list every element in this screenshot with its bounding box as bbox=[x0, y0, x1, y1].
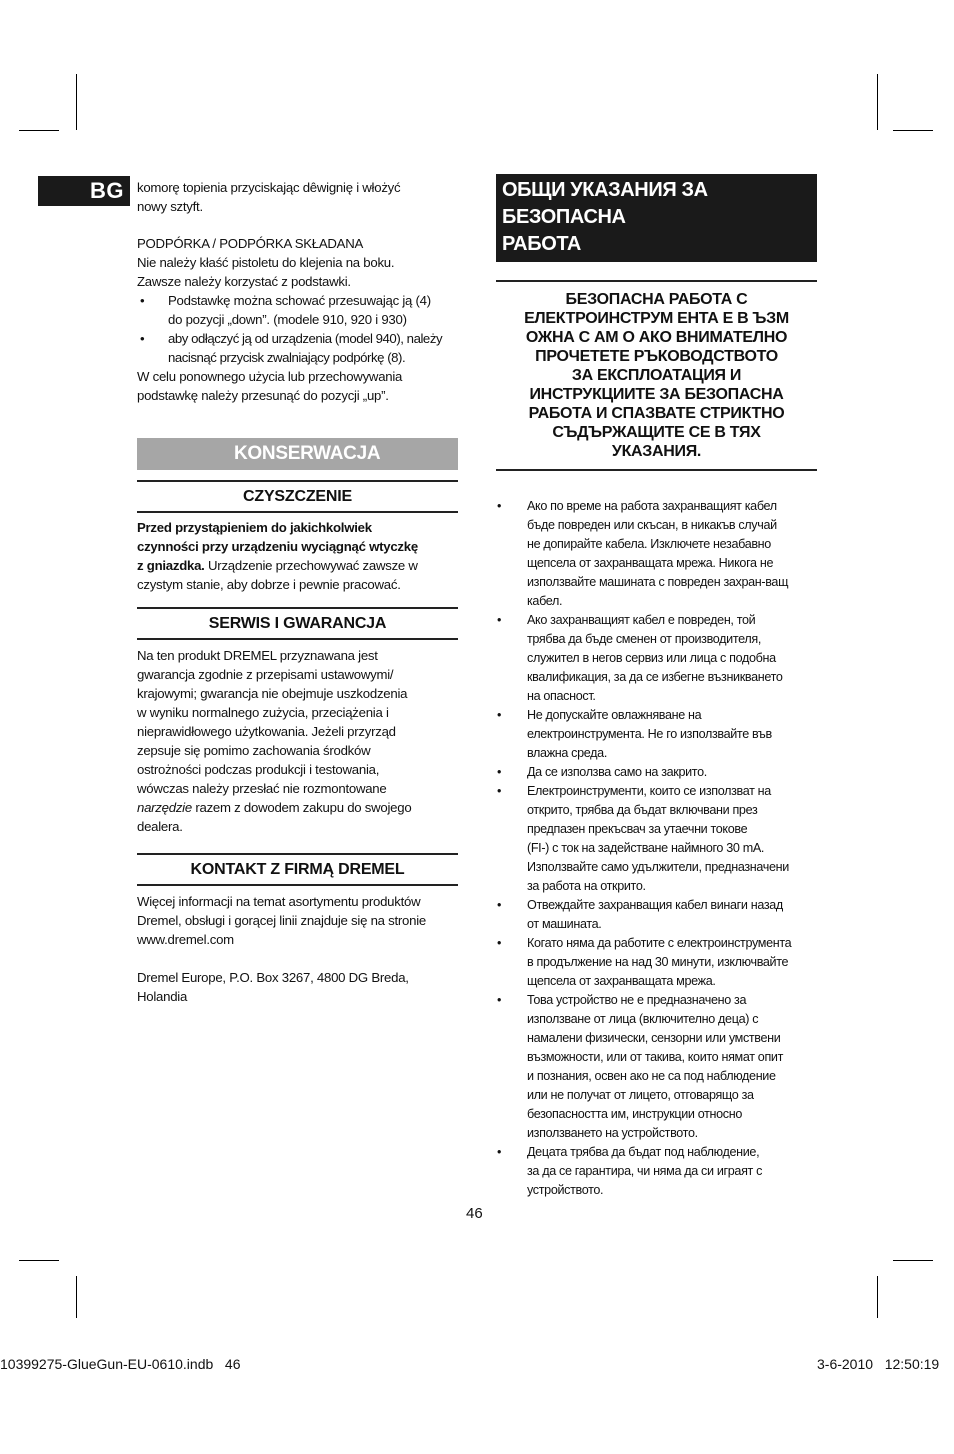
crop-mark bbox=[877, 74, 878, 130]
list-item-line: (FI-) с ток на задействане наймного 30 mA. bbox=[527, 841, 765, 855]
bullet-marker: • bbox=[497, 993, 502, 1007]
list-item: • aby odłączyć ją od urządzenia (model 940), należy nacisnąć przycisk zwalniający podpórkę (8). bbox=[140, 331, 443, 365]
crop-mark bbox=[893, 1260, 933, 1261]
safety-warning: БЕЗОПАСНА РАБОТА С ЕЛЕКТРОИНСТРУМ ЕНТА Е В ЪЗМ ОЖНА С АМ О АКО ВНИМАТЕЛНО ПРОЧЕТЕТЕ РЪКОВОДСТВОТО ЗА ЕКСПЛОАТАЦИЯ И ИНСТРУКЦИИТЕ ЗА БЕЗОПАСНА РАБОТА И СПАЗВАТЕ СТРИКТНО СЪДЪРЖАЩИТЕ СЕ В ТЯХ УКАЗАНИЯ. bbox=[496, 280, 817, 471]
list-item-line: устройството. bbox=[527, 1183, 604, 1197]
list-item-line: за да се гарантира, чи няма да си играят с bbox=[527, 1164, 763, 1178]
crop-mark bbox=[76, 1276, 77, 1318]
list-item bbox=[496, 706, 817, 763]
list-item bbox=[496, 934, 817, 991]
cleaning-text: Przed przystąpieniem do jakichkolwiek czynności przy urządzeniu wyciągnąć wtyczkę z gniazdka. Urządzenie przechowywać zawsze w czystym stanie, aby dobrze i pewnie pracować. bbox=[137, 520, 418, 592]
list-item bbox=[496, 782, 817, 896]
list-item-line: служител в негов сервиз или лица с подобна bbox=[527, 651, 776, 665]
list-item-line: и познания, освен ако не са под наблюдение bbox=[527, 1069, 776, 1083]
list-item-line: използването на устройството. bbox=[527, 1126, 698, 1140]
language-code: BG bbox=[90, 178, 124, 203]
list-item-line: Децата трябва да бъдат под наблюдение, bbox=[527, 1145, 760, 1159]
list-item-line: предпазен прекъсвач за утаечни токове bbox=[527, 822, 748, 836]
list-item-line: трябва да бъде сменен от производителя, bbox=[527, 632, 761, 646]
service-title: SERWIS I GWARANCJA bbox=[137, 607, 458, 640]
bullet-marker: • bbox=[497, 499, 502, 513]
list-item-line: влажна среда. bbox=[527, 746, 607, 760]
list-item-line: квалификация, за да се избегне възникването bbox=[527, 670, 783, 684]
cleaning-title: CZYSZCZENIE bbox=[137, 480, 458, 513]
crop-mark bbox=[893, 130, 933, 131]
list-item-line: намалени физически, сензорни или умствени bbox=[527, 1031, 781, 1045]
crop-mark bbox=[877, 1276, 878, 1318]
list-item-line: Ако захранващият кабел е повреден, той bbox=[527, 613, 756, 627]
stand-text: Nie należy kłaść pistoletu do klejenia na boku. Zawsze należy korzystać z podstawki. bbox=[137, 255, 395, 289]
list-item bbox=[496, 1143, 817, 1200]
list-item-line: за работа на открито. bbox=[527, 879, 646, 893]
list-item-line: Отвеждайте захранващия кабел винаги назад bbox=[527, 898, 783, 912]
service-text: Na ten produkt DREMEL przyznawana jest gwarancja zgodnie z przepisami ustawowymi/ krajowymi; gwarancja nie obejmuje uszkodzenia w wyniku normalnego zużycia, przeciążenia i nieprawidłowego użytkowania. Jeżeli przyrząd zepsuje się pomimo zachowania środków ostrożności podczas produkcji i testowania, wówczas należy przesłać nie rozmontowane narzędzie razem z dowodem zakupu do swojego dealera. bbox=[137, 648, 412, 834]
address-text: Dremel Europe, P.O. Box 3267, 4800 DG Breda, Holandia bbox=[137, 970, 409, 1004]
maintenance-title: KONSERWACJA bbox=[137, 438, 458, 470]
list-item-line: на опасност. bbox=[527, 689, 596, 703]
list-item-line: Да се използва само на закрито. bbox=[527, 765, 707, 779]
crop-mark bbox=[76, 74, 77, 130]
list-item-line: или не получат от лицето, отговарящо за bbox=[527, 1088, 754, 1102]
bullet-marker: • bbox=[497, 1145, 502, 1159]
list-item-line: възможности, или от такива, които нямат опит bbox=[527, 1050, 784, 1064]
bullet-marker: • bbox=[497, 784, 502, 798]
list-item bbox=[496, 763, 817, 782]
list-item-line: Използвайте само удължители, предназначени bbox=[527, 860, 789, 874]
contact-text: Więcej informacji na temat asortymentu produktów Dremel, obsługi i gorącej linii znajduje się na stronie www.dremel.com bbox=[137, 894, 426, 947]
list-item-line: от машината. bbox=[527, 917, 602, 931]
stand-heading: PODPÓRKA / PODPÓRKA SKŁADANA bbox=[137, 236, 364, 251]
page-number: 46 bbox=[466, 1205, 483, 1222]
list-item-line: Не допускайте овлажняване на bbox=[527, 708, 702, 722]
list-item-line: електроинструмента. Не го използвайте във bbox=[527, 727, 772, 741]
list-item-line: не допирайте кабела. Изключете незабавно bbox=[527, 537, 771, 551]
right-column bbox=[496, 174, 817, 1200]
list-item bbox=[496, 611, 817, 706]
list-item-line: щепсела от захранващата мрежа. bbox=[527, 974, 716, 988]
list-item-line: използване от лица (включително деца) с bbox=[527, 1012, 759, 1026]
list-item-line: Това устройство не е предназначено за bbox=[527, 993, 747, 1007]
list-item-line: щепсела от захранващата мрежа. Никога не bbox=[527, 556, 774, 570]
list-item bbox=[496, 497, 817, 611]
list-item-line: използвайте машината с повреден захран-ващ bbox=[527, 575, 789, 589]
intro-text: komorę topienia przyciskając dêwignię i włożyć nowy sztyft. bbox=[137, 180, 401, 214]
footer-file-info: 10399275-GlueGun-EU-0610.indb 46 bbox=[0, 1356, 241, 1372]
list-item-line: бъде повреден или скъсан, в никакъв случай bbox=[527, 518, 777, 532]
website-link[interactable]: www.dremel.com bbox=[137, 932, 234, 947]
bullet-marker: • bbox=[497, 765, 502, 779]
safety-list bbox=[496, 497, 817, 1200]
list-item: • Podstawkę można schować przesuwając ją (4) do pozycji „down”. (modele 910, 920 i 930) bbox=[140, 293, 431, 327]
list-item-line: кабел. bbox=[527, 594, 563, 608]
list-item-line: безопасността им, инструкции относно bbox=[527, 1107, 743, 1121]
left-column bbox=[137, 178, 458, 1006]
crop-mark bbox=[19, 1260, 59, 1261]
list-item bbox=[496, 896, 817, 934]
crop-mark bbox=[19, 130, 59, 131]
list-item-line: Когато няма да работите с електроинструмента bbox=[527, 936, 792, 950]
bullet-marker: • bbox=[497, 613, 502, 627]
stand-after-text: W celu ponownego użycia lub przechowywania podstawkę należy przesunąć do pozycji „up”. bbox=[137, 369, 403, 403]
language-tab bbox=[38, 176, 130, 206]
list-item bbox=[496, 991, 817, 1143]
bullet-marker: • bbox=[497, 708, 502, 722]
list-item-line: Електроинструменти, които се използват на bbox=[527, 784, 771, 798]
list-item-line: Ако по време на работа захранващият кабел bbox=[527, 499, 777, 513]
bullet-marker: • bbox=[497, 898, 502, 912]
safety-title: ОБЩИ УКАЗАНИЯ ЗА БЕЗОПАСНА РАБОТА bbox=[496, 174, 817, 262]
list-item-line: открито, трябва да бъдат включвани през bbox=[527, 803, 758, 817]
footer-timestamp: 3-6-2010 12:50:19 bbox=[817, 1356, 940, 1372]
contact-title: KONTAKT Z FIRMĄ DREMEL bbox=[137, 853, 458, 886]
list-item-line: в продължение на над 30 минути, изключвайте bbox=[527, 955, 789, 969]
bullet-marker: • bbox=[497, 936, 502, 950]
